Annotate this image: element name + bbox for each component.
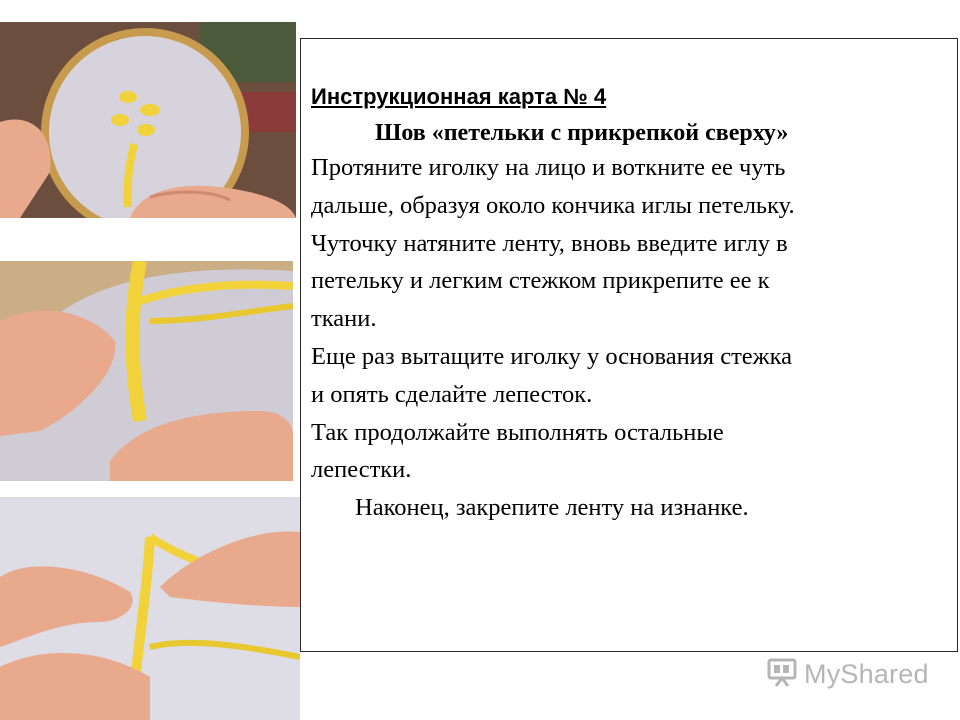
presentation-icon	[766, 656, 798, 693]
card-subtitle: Шов «петельки с прикрепкой сверху»	[375, 120, 789, 146]
myshared-watermark	[766, 656, 929, 692]
instruction-line: Чуточку натяните ленту, вновь введите иглу в	[311, 229, 788, 257]
watermark-text: MyShared	[804, 658, 929, 689]
instruction-line: Протяните иголку на лицо и воткните ее чуть	[311, 154, 786, 181]
instruction-line: ткани.	[311, 305, 377, 333]
embroidery-hoop-photo	[0, 22, 296, 218]
instruction-line: Наконец, закрепите ленту на изнанке.	[355, 494, 749, 522]
instruction-card	[300, 38, 958, 652]
instruction-line: Так продолжайте выполнять остальные	[311, 418, 724, 446]
instruction-line: дальше, образуя около кончика иглы петельку.	[311, 191, 795, 219]
embroidery-hands-photo	[0, 497, 300, 720]
instruction-line: и опять сделайте лепесток.	[311, 380, 593, 408]
embroidery-ribbon-photo	[0, 261, 293, 481]
instruction-text	[311, 83, 951, 527]
instruction-line: петельку и легким стежком прикрепите ее к	[311, 267, 770, 295]
instruction-line: Еще раз вытащите иголку у основания стежка	[311, 342, 792, 370]
card-title: Инструкционная карта № 4	[311, 84, 607, 109]
instruction-line: лепестки.	[311, 456, 412, 484]
